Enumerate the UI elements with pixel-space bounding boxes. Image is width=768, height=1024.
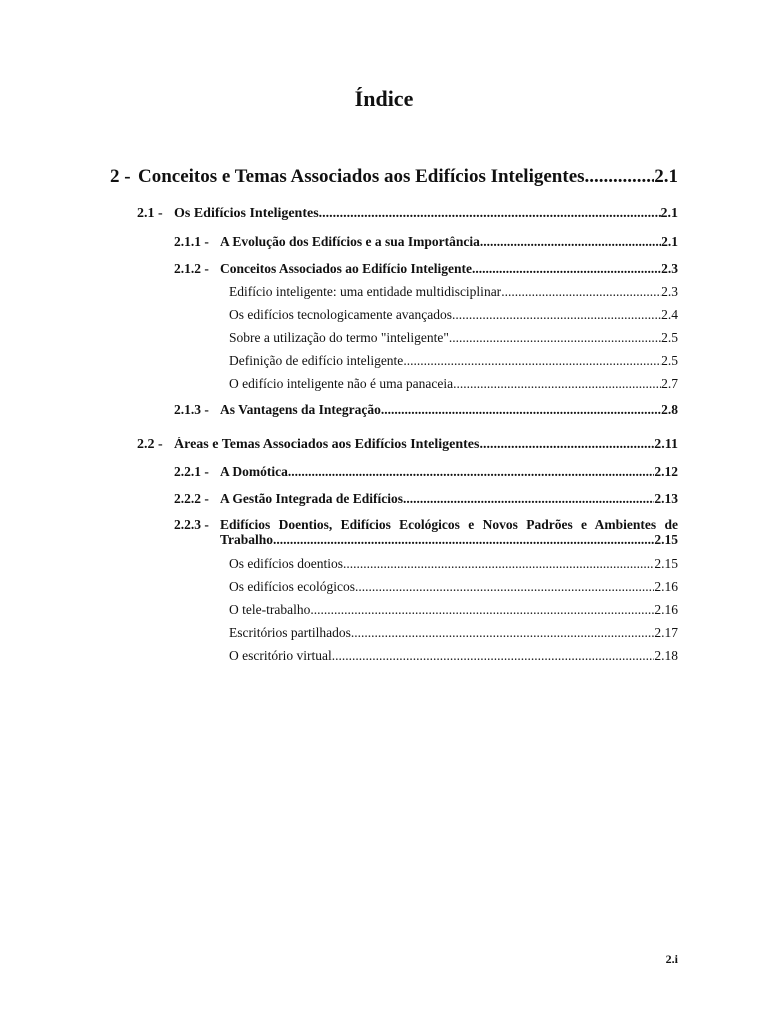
- dot-leader: [585, 166, 655, 188]
- toc-label: A Evolução dos Edifícios e a sua Importância: [220, 234, 480, 249]
- toc-subsection-2-1-1[interactable]: [174, 234, 678, 250]
- toc-item[interactable]: [229, 307, 678, 323]
- dot-leader: [452, 307, 661, 323]
- dot-leader: [288, 464, 655, 480]
- toc-number: 2.1 -: [137, 206, 163, 221]
- toc-label: A Gestão Integrada de Edifícios: [220, 491, 404, 506]
- toc-page: 2.16: [654, 579, 678, 594]
- toc-item[interactable]: [229, 556, 678, 572]
- toc-number: 2.1.2 -: [174, 261, 209, 276]
- dot-leader: [355, 579, 654, 595]
- toc-page: 2.1: [654, 166, 678, 187]
- dot-leader: [351, 625, 655, 641]
- toc-page: 2.5: [661, 330, 678, 345]
- toc-page: 2.3: [661, 261, 678, 276]
- toc-chapter-2[interactable]: [110, 166, 678, 188]
- toc-item[interactable]: [229, 579, 678, 595]
- toc-label: Conceitos e Temas Associados aos Edifícios Inteligentes: [138, 166, 585, 187]
- toc-page: 2.17: [654, 625, 678, 640]
- toc-item[interactable]: [229, 648, 678, 664]
- toc-page: 2.18: [654, 648, 678, 663]
- toc-label: Edifício inteligente: uma entidade multidisciplinar: [229, 284, 502, 299]
- toc-page: 2.15: [654, 532, 678, 547]
- toc-label: Edifícios Doentios, Edifícios Ecológicos e Novos Padrões e Ambientes de: [220, 517, 678, 532]
- toc-label: O edifício inteligente não é uma panaceia: [229, 376, 454, 391]
- toc-item[interactable]: [229, 602, 678, 618]
- toc-label: O escritório virtual: [229, 648, 332, 663]
- dot-leader: [479, 437, 654, 453]
- toc-page: 2.8: [661, 402, 678, 417]
- dot-leader: [319, 206, 661, 222]
- dot-leader: [501, 284, 661, 300]
- toc-page: 2.11: [654, 437, 678, 452]
- toc-number: 2.1.1 -: [174, 234, 209, 249]
- toc-item[interactable]: [229, 376, 678, 392]
- toc-subsection-2-1-2[interactable]: [174, 261, 678, 277]
- toc-page: 2.3: [661, 284, 678, 299]
- toc-label: Definição de edifício inteligente: [229, 353, 404, 368]
- toc-number: 2.2 -: [137, 437, 163, 452]
- toc-subsection-2-1-3[interactable]: [174, 402, 678, 418]
- toc-label: Os edifícios ecológicos: [229, 579, 355, 594]
- toc-page: 2.4: [661, 307, 678, 322]
- toc-page: 2.7: [661, 376, 678, 391]
- toc-item[interactable]: [229, 330, 678, 346]
- toc-label: As Vantagens da Integração: [220, 402, 381, 417]
- toc-item[interactable]: [229, 625, 678, 641]
- dot-leader: [332, 648, 655, 664]
- toc-subsection-2-2-3[interactable]: [174, 517, 678, 548]
- toc-subsection-2-2-1[interactable]: [174, 464, 678, 480]
- toc-label: Escritórios partilhados: [229, 625, 351, 640]
- page-title: Índice: [354, 86, 414, 111]
- toc-page: 2.16: [654, 602, 678, 617]
- toc-page: 2.1: [660, 206, 678, 221]
- toc-label: Os Edifícios Inteligentes: [174, 206, 319, 221]
- toc-section-2-2[interactable]: [137, 437, 678, 453]
- toc-page: 2.1: [661, 234, 678, 249]
- toc-label: A Domótica: [220, 464, 288, 479]
- dot-leader: [310, 602, 654, 618]
- toc-label: Conceitos Associados ao Edifício Inteligente: [220, 261, 472, 276]
- toc-section-2-1[interactable]: [137, 206, 678, 222]
- toc-page: 2.13: [654, 491, 678, 506]
- toc-page: 2.5: [661, 353, 678, 368]
- dot-leader: [480, 234, 661, 250]
- toc-label: Áreas e Temas Associados aos Edifícios Inteligentes: [174, 437, 480, 452]
- dot-leader: [403, 353, 661, 369]
- toc-page: 2.12: [654, 464, 678, 479]
- toc-label: Os edifícios doentios: [229, 556, 343, 571]
- toc-item[interactable]: [229, 353, 678, 369]
- toc-number: 2.2.2 -: [174, 491, 209, 506]
- toc-subsection-2-2-2[interactable]: [174, 491, 678, 507]
- toc-number: 2 -: [110, 166, 131, 187]
- toc-number: 2.1.3 -: [174, 402, 209, 417]
- toc-label: O tele-trabalho: [229, 602, 311, 617]
- dot-leader: [381, 402, 661, 418]
- dot-leader: [343, 556, 654, 572]
- dot-leader: [403, 491, 654, 507]
- page-number: 2.i: [665, 952, 678, 966]
- dot-leader: [453, 376, 661, 392]
- dot-leader: [472, 261, 661, 277]
- dot-leader: [449, 330, 661, 346]
- dot-leader: [273, 532, 654, 548]
- toc-number: 2.2.3 -: [174, 517, 209, 532]
- toc-number: 2.2.1 -: [174, 464, 209, 479]
- toc-page: 2.15: [654, 556, 678, 571]
- toc-label-continuation: Trabalho: [220, 532, 274, 547]
- toc-label: Sobre a utilização do termo "inteligente": [229, 330, 449, 345]
- toc-item[interactable]: [229, 284, 678, 300]
- toc-label: Os edifícios tecnologicamente avançados: [229, 307, 453, 322]
